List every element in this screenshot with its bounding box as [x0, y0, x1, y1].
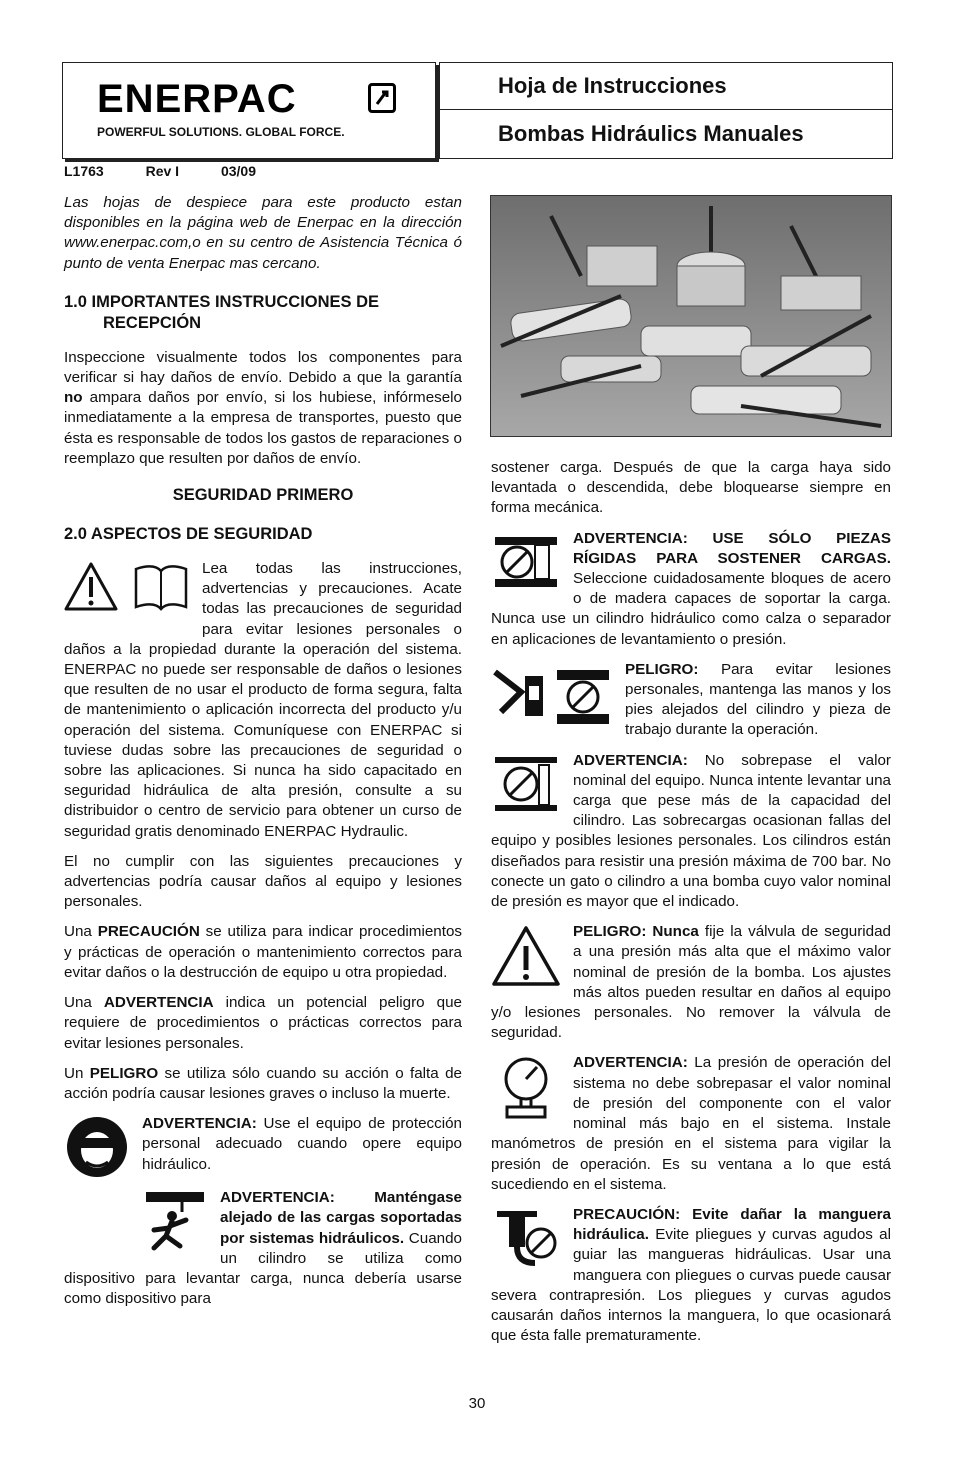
section1-paragraph: Inspeccione visualmente todos los componentes para verificar si hay daños de envío. Debido a que la garantía no ampara daños por envío, si los hubiese, infórmeselo inmediatamente a la empresa de transportes, puesto que ésta es responsable de todos los gastos de reparaciones o reemplazo que resulten por daños de envío.	[64, 348, 462, 467]
warning-and-manual-icon	[64, 561, 190, 619]
rigid-parts-warning: ADVERTENCIA: USE SÓLO PIEZAS RÍGIDAS PARA SOSTENER CARGAS. Seleccione cuidadosamente bloques de acero o de madera capaces de soportar la carga. Nunca use un cilindro hidráulico como calza o separador en aplicaciones de levantamiento o presión.	[491, 529, 891, 648]
overload-icon	[491, 753, 561, 821]
hose-kink-icon	[491, 1207, 561, 1275]
ppe-warning: ADVERTENCIA: Use el equipo de protección personal adecuado cuando opere equipo hidráulico.	[64, 1114, 462, 1178]
right-column	[491, 458, 891, 1356]
relief-valve-danger: PELIGRO: Nunca fije la válvula de seguridad a una presión más alta que el máximo valor nominal de presión de la bomba. Los ajustes más altos pueden resultar en daños al equipo y/o lesiones personales. No remover la válvula de seguridad.	[491, 923, 891, 1042]
warning-definition: Una ADVERTENCIA indica un potencial peligro que requiere de procedimientos o prácticas correctos para evitar lesiones personales.	[64, 994, 462, 1052]
safety-first-heading: SEGURIDAD PRIMERO	[172, 486, 354, 505]
safety-intro-paragraph: Lea todas las instrucciones, advertencias y precauciones. Acate todas las precauciones de seguridad para evitar lesiones personales o daños a la propiedad durante la operación del sistema. ENERPAC no puede ser responsable de daños o lesiones que resulten de no usar el producto de forma segura, falta de mantenimiento o aplicación incorrecta del producto y/u operación del sistema. Comuníquese con ENERPAC si tuviese dudas sobre las precauciones de seguridad o sobre las aplicaciones. Si nunca ha sido capacitado en seguridad hidráulica de alta presión, consulte a su distribuidor o centro de servicio para obtener un curso de seguridad gratis denominado ENERPAC Hydraulic.	[64, 560, 462, 840]
crush-hazard-icon	[491, 662, 613, 736]
danger-definition: Un PELIGRO se utiliza sólo cuando su acción o falta de acción podría causar lesiones graves o incluso la muerte.	[64, 1064, 462, 1102]
load-warning-continued: sostener carga. Después de que la carga haya sido levantada o descendida, debe bloquearse siempre en forma mecánica.	[491, 459, 891, 517]
load-warning: ADVERTENCIA: Manténgase alejado de las cargas soportadas por sistemas hidráulicos. Cuando un cilindro se utiliza como dispositivo para levantar carga, nunca debería usarse como dispositivo para	[64, 1189, 463, 1308]
intro-paragraph: Las hojas de despiece para este producto estan disponibles en la página web de Enerpac en la dirección www.enerpac.com,o en su centro de Asistencia Técnica ó punto de venta Enerpac mas cercano.	[64, 194, 462, 272]
caution-definition: Una PRECAUCIÓN se utiliza para indicar procedimientos y prácticas de operación o mantenimiento correctos para evitar daños o la destrucción de equipo u otra propiedad.	[64, 923, 462, 981]
brand-tagline: POWERFUL SOLUTIONS. GLOBAL FORCE.	[97, 125, 345, 139]
document-title: Hoja de Instrucciones	[440, 63, 892, 110]
brand-mark-icon	[368, 83, 396, 113]
doc-number: L1763	[64, 163, 104, 179]
no-cylinder-as-shim-icon	[491, 531, 561, 597]
document-title-box	[439, 62, 893, 159]
doc-date: 03/09	[220, 163, 256, 179]
page-number: 30	[468, 1395, 486, 1412]
system-pressure-warning: ADVERTENCIA: La presión de operación del sistema no debe sobrepasar el valor nominal de presión del componente con el valor nominal más bajo en el sistema. Instale manómetros de presión en el sistema para vigilar la presión de operación. Es su ventana a lo que está sucediendo en el sistema.	[491, 1054, 891, 1193]
section2-heading: 2.0 ASPECTOS DE SEGURIDAD	[64, 525, 313, 544]
logo-box	[62, 62, 436, 159]
doc-revision: Rev I	[145, 163, 180, 179]
doc-meta	[64, 163, 294, 179]
document-subtitle: Bombas Hidráulics Manuales	[498, 120, 804, 146]
rated-capacity-warning: ADVERTENCIA: No sobrepase el valor nominal del equipo. Nunca intente levantar una carga que pese más de la capacidad del cilindro. Las sobrecargas ocasionan fallas del equipo y posibles lesiones personales. Los cilindros están diseñados para resistir una presión máxima de 700 bar. No conecte un gato o cilindro a una bomba cuyo valor nominal de presión es mayor que el indicado.	[491, 751, 891, 911]
pressure-gauge-icon	[491, 1055, 561, 1127]
safety-paragraph-2: El no cumplir con las siguientes precauciones y advertencias podría causar daños al equipo y lesiones personales.	[64, 852, 462, 911]
left-column	[64, 193, 462, 1319]
safety-goggles-icon	[64, 1116, 130, 1184]
hands-feet-danger: PELIGRO: Para evitar lesiones personales, mantenga las manos y los pies alejados del cilindro y pieza de trabajo durante la operación.	[491, 660, 891, 741]
hose-caution: PRECAUCIÓN: Evite dañar la manguera hidráulica. Evite pliegues y curvas agudos al guiar las mangueras hidráulicas. Usar una manguera con pliegues o curvas puede causar severa contrapresión. Los pliegues y curvas agudos causarán daños internos la manguera, lo que ocasionará que ésta falle prematuramente.	[491, 1205, 891, 1345]
brand-logo: ENERPAC	[97, 77, 297, 121]
warning-triangle-icon	[491, 924, 561, 994]
section1-heading: 1.0 IMPORTANTES INSTRUCCIONES DE RECEPCIÓN	[64, 292, 380, 332]
falling-load-icon	[142, 1190, 208, 1262]
product-photo	[490, 195, 892, 437]
